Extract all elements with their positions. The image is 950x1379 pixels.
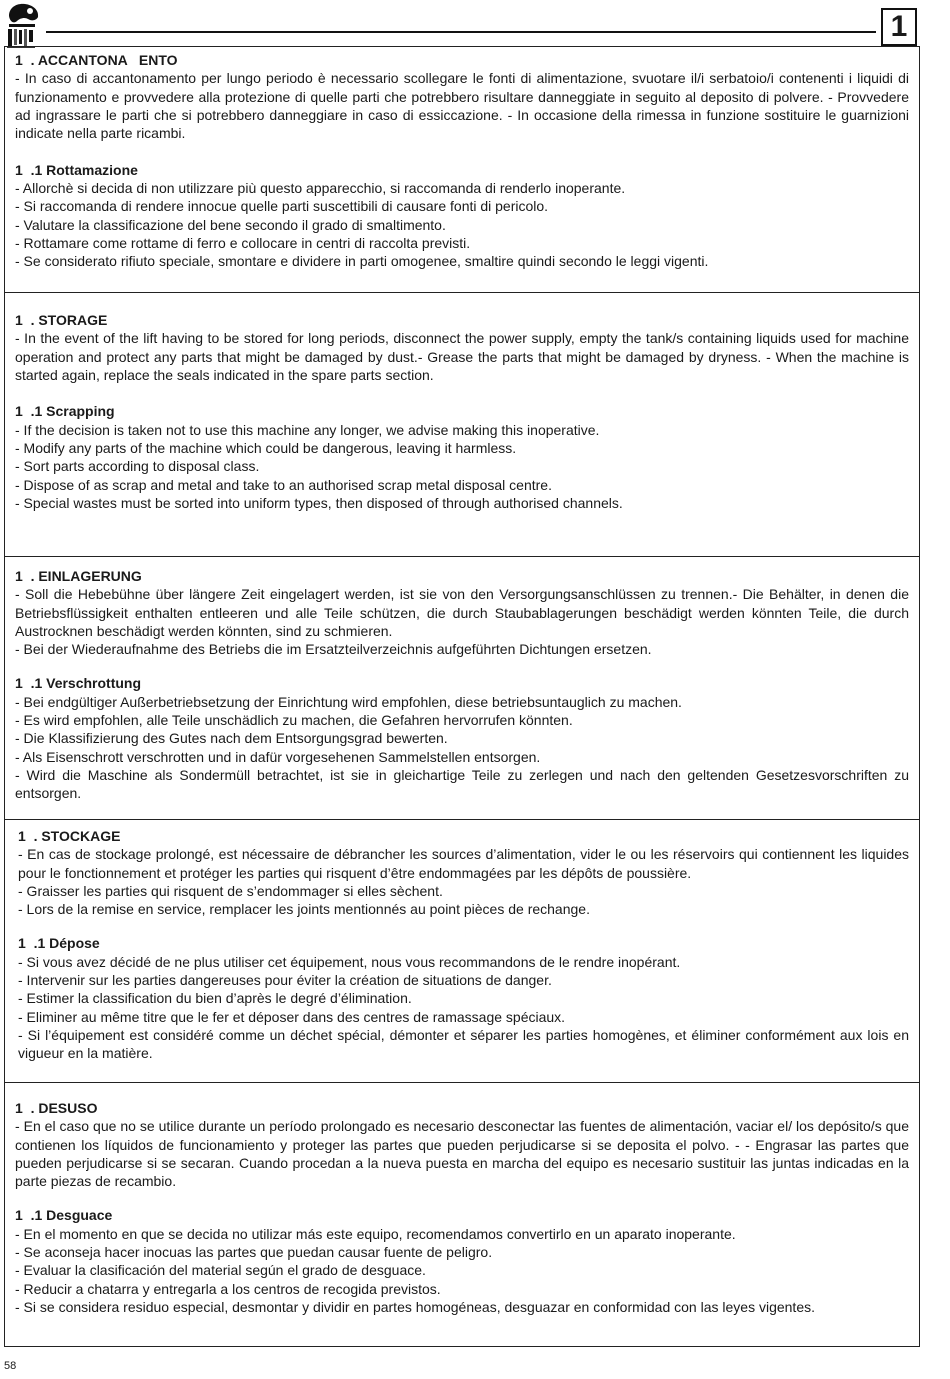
- list-item: - Reducir a chatarra y entregarla a los centros de recogida previstos.: [15, 1280, 441, 1297]
- chapter-number-box: 1: [881, 8, 917, 46]
- list-item: - Rottamare come rottame di ferro e collocare in centri di raccolta previsti.: [15, 234, 471, 251]
- section-title: 1 . STOCKAGE: [18, 828, 121, 844]
- list-item: - Eliminer au même titre que le fer et déposer dans des centres de ramassage spéciaux.: [18, 1008, 566, 1025]
- section-spanish: [5, 1082, 919, 1316]
- list-item: - Valutare la classificazione del bene secondo il grado di smaltimento.: [15, 216, 446, 233]
- section-paragraph: - In caso di accantonamento per lungo periodo è necessario scollegare le fonti di alimentazione, svuotare il/i serbatoio/i contenenti i liquidi di funzionamento e provvedere alla protezione di quelle parti che potrebbero risultare danneggiate in seguito al deposito di polvere. - Provvedere ad ingrassare le parti che si potrebbero danneggiare in caso di essiccazione. - In occasione della rimessa in funzione sostituire le guarnizioni indicate nella parte ricambi.: [15, 70, 909, 142]
- page-number: 58: [4, 1360, 17, 1372]
- list-item: - Sort parts according to disposal class.: [15, 458, 260, 475]
- section-title: 1 . STORAGE: [15, 312, 108, 328]
- section-french: [5, 819, 919, 1063]
- list-item: - Wird die Maschine als Sondermüll betrachtet, ist sie in gleichartige Teile zu zerlegen und nach den geltenden Gesetzesvorschriften zu entsorgen.: [15, 766, 909, 802]
- subsection-title: 1 .1 Desguace: [15, 1207, 113, 1224]
- list-item: - En el momento en que se decida no utilizar más este equipo, recomendamos convertirlo en un aparato inoperante.: [15, 1225, 736, 1242]
- subsection-title: 1 .1 Scrapping: [15, 403, 115, 420]
- list-item: - Allorchè si decida di non utilizzare più questo apparecchio, si raccomanda di renderlo inoperante.: [15, 180, 626, 197]
- list-item: - Intervenir sur les parties dangereuses pour éviter la création de situations de danger.: [18, 972, 552, 989]
- list-item: - Es wird empfohlen, alle Teile unschädlich zu machen, die Gefahren hervorrufen könnten.: [15, 712, 573, 729]
- list-item: - Bei endgültiger Außerbetriebsetzung der Einrichtung wird empfohlen, diese betriebsuntauglich zu machen.: [15, 693, 682, 710]
- list-item: - Si se considera residuo especial, desmontar y dividir en partes homogéneas, desguazar en conformidad con las leyes vigentes.: [15, 1298, 815, 1315]
- section-title: 1 . EINLAGERUNG: [15, 568, 142, 584]
- list-item: - Si raccomanda di rendere innocue quelle parti suscettibili di causare fonti di pericolo.: [15, 198, 549, 215]
- section-paragraph: - En cas de stockage prolongé, est nécessaire de débrancher les sources d’alimentation, vider le ou les réservoirs qui contiennent les liquides pour le fonctionnement et protéger les parties qui risquent d’être endommagées par les dépôts de poussière.: [18, 846, 909, 881]
- subsection-title: 1 .1 Rottamazione: [15, 161, 138, 178]
- subsection-title: 1 .1 Verschrottung: [15, 675, 142, 692]
- list-item: - Als Eisenschrott verschrotten und in dafür vorgesehenen Sammelstellen entsorgen.: [15, 748, 541, 765]
- list-item: - Se considerato rifiuto speciale, smontare e dividere in parti omogenee, smaltire quindi secondo le leggi vigenti.: [15, 253, 709, 270]
- list-item: - Special wastes must be sorted into uniform types, then disposed of through authorised channels.: [15, 494, 623, 511]
- list-item: - If the decision is taken not to use this machine any longer, we advise making this inoperative.: [15, 421, 600, 438]
- section-paragraph: - Soll die Hebebühne über längere Zeit eingelagert werden, ist sie von den Versorgungsanschlüssen zu trennen.- Die Behälter, in denen die Betriebsflüssigkeit enthalten entleeren und alle Teile schützen, die durch Staubablagerungen beschädigt werden könnten Teile, die durch Austrocknen beschädigt werden könnten, sind zu schmieren.: [15, 586, 909, 639]
- section-paragraph: - In the event of the lift having to be stored for long periods, disconnect the power supply, empty the tank/s containing liquids used for machine operation and protect any parts that might be damaged by dust.- Grease the parts that might be damaged by dryness. - When the machine is started again, replace the seals indicated in the spare parts section.: [15, 330, 909, 383]
- list-item: - Si l’équipement est considéré comme un déchet spécial, démonter et séparer les parties homogènes, et éliminer conformément aux lois en vigueur en la matière.: [18, 1026, 909, 1062]
- section-paragraph: - Lors de la remise en service, remplacer les joints mentionnés au point pièces de rechange.: [18, 901, 590, 918]
- section-italian: [5, 51, 919, 271]
- section-paragraph: - En el caso que no se utilice durante un período prolongado es necesario desconectar las fuentes de alimentación, vaciar el/ los depósito/s que contienen los líquidos de funcionamiento y proteger las partes que pueden perjudicarse si se deposita el polvo. - - Engrasar las partes que pueden perjudicarse si se secaran. Cuando procedan a la nueva puesta en marcha del equipo es necesario sustituir las juntas indicadas en la parte piezas de recambio.: [15, 1118, 909, 1190]
- section-title: 1 . ACCANTONA ENTO: [15, 52, 178, 68]
- list-item: - Se aconseja hacer inocuas las partes que puedan causar fuente de peligro.: [15, 1244, 493, 1261]
- content-frame: [4, 46, 920, 1347]
- section-paragraph: - Bei der Wiederaufnahme des Betriebs die im Ersatzteilverzeichnis aufgeführten Dichtungen ersetzen.: [15, 641, 652, 658]
- subsection-title: 1 .1 Dépose: [18, 935, 100, 952]
- list-item: - Si vous avez décidé de ne plus utiliser cet équipement, nous vous recommandons de le rendre inopérant.: [18, 953, 681, 970]
- list-item: - Estimer la classification du bien d’après le degré d’élimination.: [18, 990, 412, 1007]
- section-title: 1 . DESUSO: [15, 1100, 98, 1116]
- list-item: - Die Klassifizierung des Gutes nach dem Entsorgungsgrad bewerten.: [15, 730, 448, 747]
- list-item: - Evaluar la clasificación del material según el grado de desguace.: [15, 1262, 426, 1279]
- section-german: [5, 556, 919, 803]
- list-item: - Dispose of as scrap and metal and take to an authorised scrap metal disposal centre.: [15, 476, 552, 493]
- section-english: [5, 292, 919, 512]
- list-item: - Modify any parts of the machine which could be dangerous, leaving it harmless.: [15, 440, 517, 457]
- manufacturer-logo-icon: [3, 2, 41, 50]
- section-paragraph: - Graisser les parties qui risquent de s’endommager si elles sèchent.: [18, 882, 443, 899]
- header-rule: [46, 31, 876, 33]
